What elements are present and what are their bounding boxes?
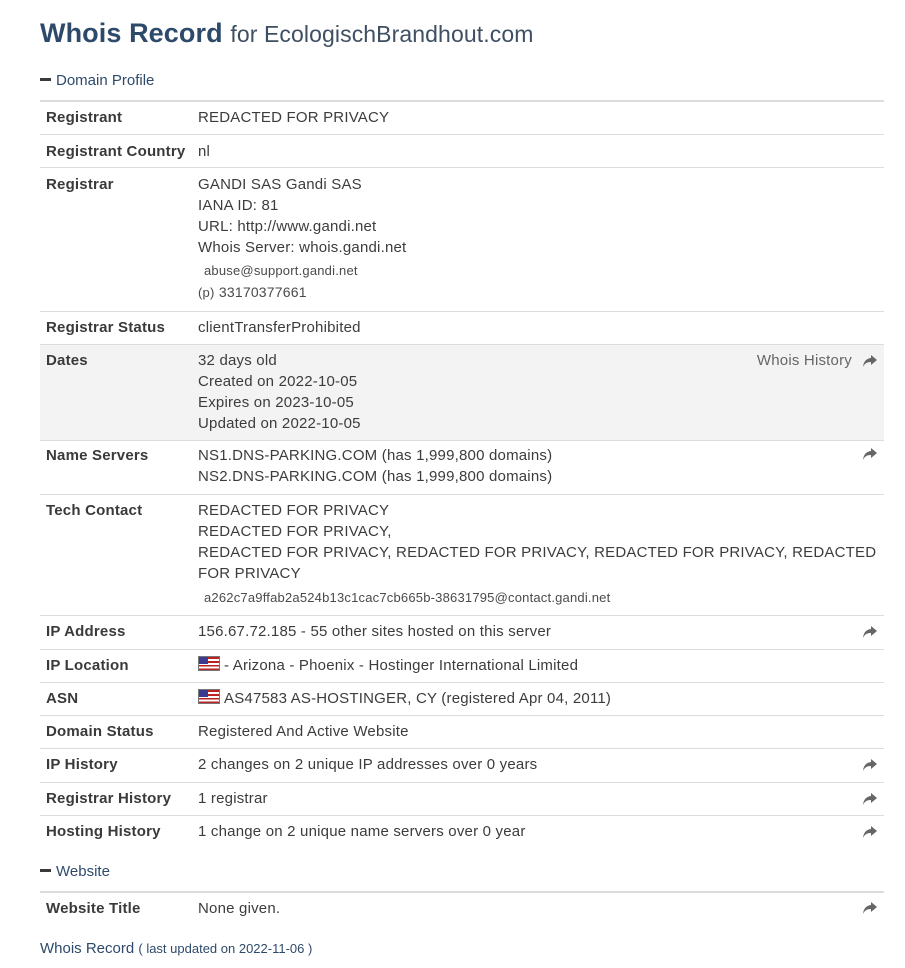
share-arrow-icon[interactable] [862, 825, 878, 839]
tech-contact-email[interactable]: a262c7a9ffab2a524b13c1cac7cb665b-38631795@contact.gandi.net [204, 589, 611, 605]
page-title-domain: for EcologischBrandhout.com [230, 21, 534, 47]
share-arrow-icon[interactable] [862, 625, 878, 639]
share-arrow-icon[interactable] [862, 447, 878, 461]
name-servers-label: Name Servers [40, 440, 198, 494]
registrar-whois-server: Whois Server: whois.gandi.net [198, 238, 407, 256]
registrar-phone: 33170377661 [218, 283, 307, 300]
us-flag-icon [198, 689, 220, 704]
ip-location-value: - Arizona - Phoenix - Hostinger International Limited [224, 656, 579, 674]
registrar-status-label: Registrar Status [40, 311, 198, 344]
row-registrant-country [40, 134, 884, 167]
row-ip-address [40, 615, 884, 649]
registrar-history-label: Registrar History [40, 782, 198, 815]
registrar-url: URL: http://www.gandi.net [198, 217, 377, 235]
tech-contact-line-3: REDACTED FOR PRIVACY, REDACTED FOR PRIVACY, REDACTED FOR PRIVACY, REDACTED FOR PRIVACY [198, 543, 877, 582]
ip-history-value[interactable]: 2 changes on 2 unique IP addresses over 0 years [198, 755, 538, 773]
row-ip-history [40, 748, 884, 782]
us-flag-icon [198, 656, 220, 671]
share-arrow-icon[interactable] [862, 758, 878, 772]
row-asn [40, 682, 884, 715]
name-server-2[interactable]: NS2.DNS-PARKING.COM (has 1,999,800 domains) [198, 467, 553, 485]
registrar-status-value: clientTransferProhibited [198, 311, 884, 344]
row-ip-location [40, 649, 884, 682]
section-domain-profile[interactable] [40, 72, 884, 102]
hosting-history-value[interactable]: 1 change on 2 unique name servers over 0 year [198, 822, 526, 840]
collapse-icon[interactable] [40, 78, 51, 81]
dates-expires: Expires on 2023-10-05 [198, 393, 354, 411]
domain-profile-table [40, 101, 884, 848]
row-name-servers [40, 440, 884, 494]
row-tech-contact [40, 494, 884, 615]
share-arrow-icon[interactable] [862, 354, 878, 368]
name-server-1[interactable]: NS1.DNS-PARKING.COM (has 1,999,800 domains) [198, 446, 553, 464]
registrar-phone-prefix: (p) [198, 284, 215, 300]
share-arrow-icon[interactable] [862, 792, 878, 806]
page-title-main: Whois Record [40, 18, 223, 48]
registrant-country-label: Registrant Country [40, 134, 198, 167]
page-title [40, 18, 533, 49]
registrant-label: Registrant [40, 101, 198, 134]
row-dates [40, 344, 884, 440]
row-registrar-status [40, 311, 884, 344]
row-domain-status [40, 715, 884, 748]
collapse-icon[interactable] [40, 869, 51, 872]
registrar-email[interactable]: abuse@support.gandi.net [204, 262, 358, 278]
tech-contact-line-1: REDACTED FOR PRIVACY [198, 501, 390, 519]
hosting-history-label: Hosting History [46, 822, 161, 840]
footer-whois-record-link[interactable]: Whois Record [40, 940, 135, 957]
section-website[interactable] [40, 863, 884, 893]
footer-last-updated: ( last updated on 2022-11-06 ) [138, 941, 313, 956]
row-registrant [40, 101, 884, 134]
ip-address-label: IP Address [40, 615, 198, 649]
asn-label: ASN [40, 682, 198, 715]
footer [40, 940, 312, 957]
asn-value: AS47583 AS-HOSTINGER, CY (registered Apr 04, 2011) [224, 689, 612, 707]
row-website-title [40, 892, 884, 925]
row-registrar-history [40, 782, 884, 815]
ip-address-value[interactable]: 156.67.72.185 - 55 other sites hosted on this server [198, 622, 552, 640]
website-table [40, 892, 884, 925]
share-arrow-icon[interactable] [862, 901, 878, 915]
row-hosting-history [40, 815, 884, 848]
whois-history-link[interactable]: Whois History [756, 351, 852, 369]
domain-status-label: Domain Status [40, 715, 198, 748]
registrant-country-value: nl [198, 134, 884, 167]
registrar-iana: IANA ID: 81 [198, 196, 279, 214]
dates-label: Dates [40, 344, 198, 440]
row-registrar [40, 167, 884, 311]
ip-location-label: IP Location [40, 649, 198, 682]
tech-contact-label: Tech Contact [40, 494, 198, 615]
section-domain-profile-label: Domain Profile [56, 72, 155, 89]
dates-created: Created on 2022-10-05 [198, 372, 358, 390]
dates-updated: Updated on 2022-10-05 [198, 414, 361, 432]
website-title-label: Website Title [46, 900, 141, 917]
registrant-value: REDACTED FOR PRIVACY [198, 101, 884, 134]
dates-age: 32 days old [198, 351, 277, 369]
website-title-value: None given. [198, 900, 281, 917]
registrar-name: GANDI SAS Gandi SAS [198, 175, 362, 193]
registrar-label: Registrar [40, 167, 198, 311]
section-website-label: Website [56, 863, 110, 880]
ip-history-label: IP History [40, 748, 198, 782]
domain-status-value: Registered And Active Website [198, 715, 884, 748]
tech-contact-line-2: REDACTED FOR PRIVACY, [198, 522, 392, 540]
registrar-history-value[interactable]: 1 registrar [198, 789, 268, 807]
